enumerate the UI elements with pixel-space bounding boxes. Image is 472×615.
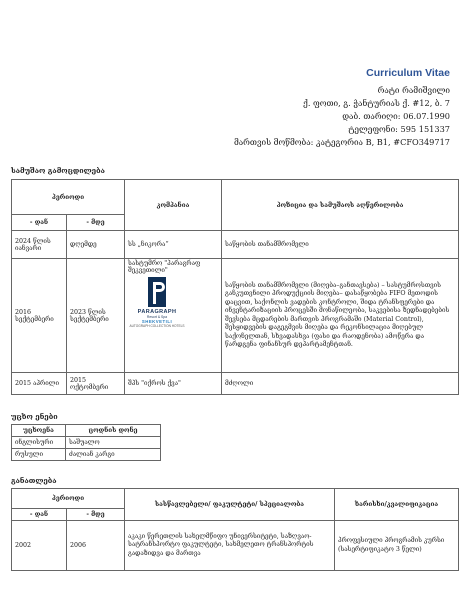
exp-company: სასტუმრო "პარაგრაფ შეკვეთილი" <box>128 260 201 274</box>
license-line: მართვის მოწმობა: კატეგორია B, B1, #CFO349717 <box>233 137 450 147</box>
edu-to: 2006 <box>67 521 125 571</box>
address-line: ქ. ფოთი, გ. ჭანტურიას ქ. #12, ბ. 7 <box>303 98 450 108</box>
col-period: პერიოდი <box>12 180 125 215</box>
exp-description: საწყობის თანამშრომელი (მიღება–განთავსება) – სასტუმროსთვის განკუთვნილი პროდუქციის მიღება– დასაწყობება FIFO მეთოდის დაცვით, საქონლის ვადების კონტროლი, შიდა ტრანსფერები და ინვენტარიზაციის პროცესში მონაწილეობა, საკვებისა ზედნადებების შევსება მცდარების მართვის პროგრამაში (Material Control), შესყიდვების დაგეგმვის მიღება და რეკონსილაცია მიღებულ საქონელთან, სხვადასხვა (ფასი და რაოდენობა) ამოწერა და წარდგენა ფინანსურ დეპარტამენტთან. <box>222 259 459 373</box>
edu-from: 2002 <box>12 521 67 571</box>
table-row <box>12 449 161 461</box>
exp-description: საწყობის თანამშრომელი <box>222 231 459 259</box>
col-to: - მდე <box>67 215 125 231</box>
logo-city: SHEKVETILI <box>141 319 173 324</box>
cv-title: Curriculum Vitae <box>366 67 450 79</box>
col-language: უცხოენა <box>12 425 66 437</box>
lang-name: რუსული <box>12 449 66 461</box>
col-to: - მდე <box>67 509 125 521</box>
col-company: კომპანია <box>125 180 222 231</box>
exp-from: 2016 სექტემბერი <box>12 259 67 373</box>
exp-description: მძღოლი <box>222 373 459 395</box>
experience-table <box>11 179 459 395</box>
table-row <box>12 521 459 571</box>
exp-company: შპს "იქროს ქვა" <box>125 373 222 395</box>
experience-section-title: სამუშაო გამოცდილება <box>11 166 105 175</box>
lang-level: საშუალო <box>66 437 161 449</box>
col-position: პოზიცია და სამუშაოს აღწერილობა <box>222 180 459 231</box>
languages-section-title: უცხო ენები <box>11 412 58 421</box>
edu-degree: პროფესიული პროგრამის კურსი (სასერტიფიკატო 3 წელი) <box>335 521 459 571</box>
education-table <box>11 488 459 571</box>
table-row <box>12 373 459 395</box>
exp-company: სს „ნიკორა“ <box>125 231 222 259</box>
paragraph-logo-icon <box>128 277 186 307</box>
logo-sub: Resort & Spa <box>146 315 168 319</box>
paragraph-logo <box>128 277 218 328</box>
exp-to: დღემდე <box>67 231 125 259</box>
exp-to: 2015 ოქტომბერი <box>67 373 125 395</box>
exp-to: 2023 წლის სექტემბერი <box>67 259 125 373</box>
education-section-title: განათლება <box>11 476 57 485</box>
col-institution: სასწავლებელი/ ფაკულტეტი/ სპეციალობა <box>125 489 335 521</box>
table-row <box>12 231 459 259</box>
lang-name: ინგლისური <box>12 437 66 449</box>
lang-level: ძალიან კარგი <box>66 449 161 461</box>
exp-from: 2015 აპრილი <box>12 373 67 395</box>
languages-table <box>11 424 161 461</box>
col-level: ცოდნის დონე <box>66 425 161 437</box>
col-from: - დან <box>12 509 67 521</box>
table-row <box>12 437 161 449</box>
phone-line: ტელეფონი: 595 151337 <box>348 124 450 134</box>
logo-collection: AUTOGRAPH COLLECTION HOTELS <box>129 324 185 328</box>
logo-name: PARAGRAPH <box>137 309 177 315</box>
table-row <box>12 259 459 373</box>
col-from: - დან <box>12 215 67 231</box>
col-degree: ხარისხი/კვალიფიკაცია <box>335 489 459 521</box>
edu-institution: აკაკი წერეთლის სახელმწიფო უნივერსიტეტი, საზღვაო- სატრანსპორტო ფაკულტეტი, სახმელეთო ტრანსპორტის გადაზიდვა და მართვა <box>125 521 335 571</box>
dob-line: დაბ. თარიღი: 06.07.1990 <box>342 111 450 121</box>
exp-company-cell <box>125 259 222 373</box>
col-period: პერიოდი <box>12 489 125 509</box>
exp-from: 2024 წლის იანვარი <box>12 231 67 259</box>
candidate-name: რატი რამიშვილი <box>377 85 450 95</box>
